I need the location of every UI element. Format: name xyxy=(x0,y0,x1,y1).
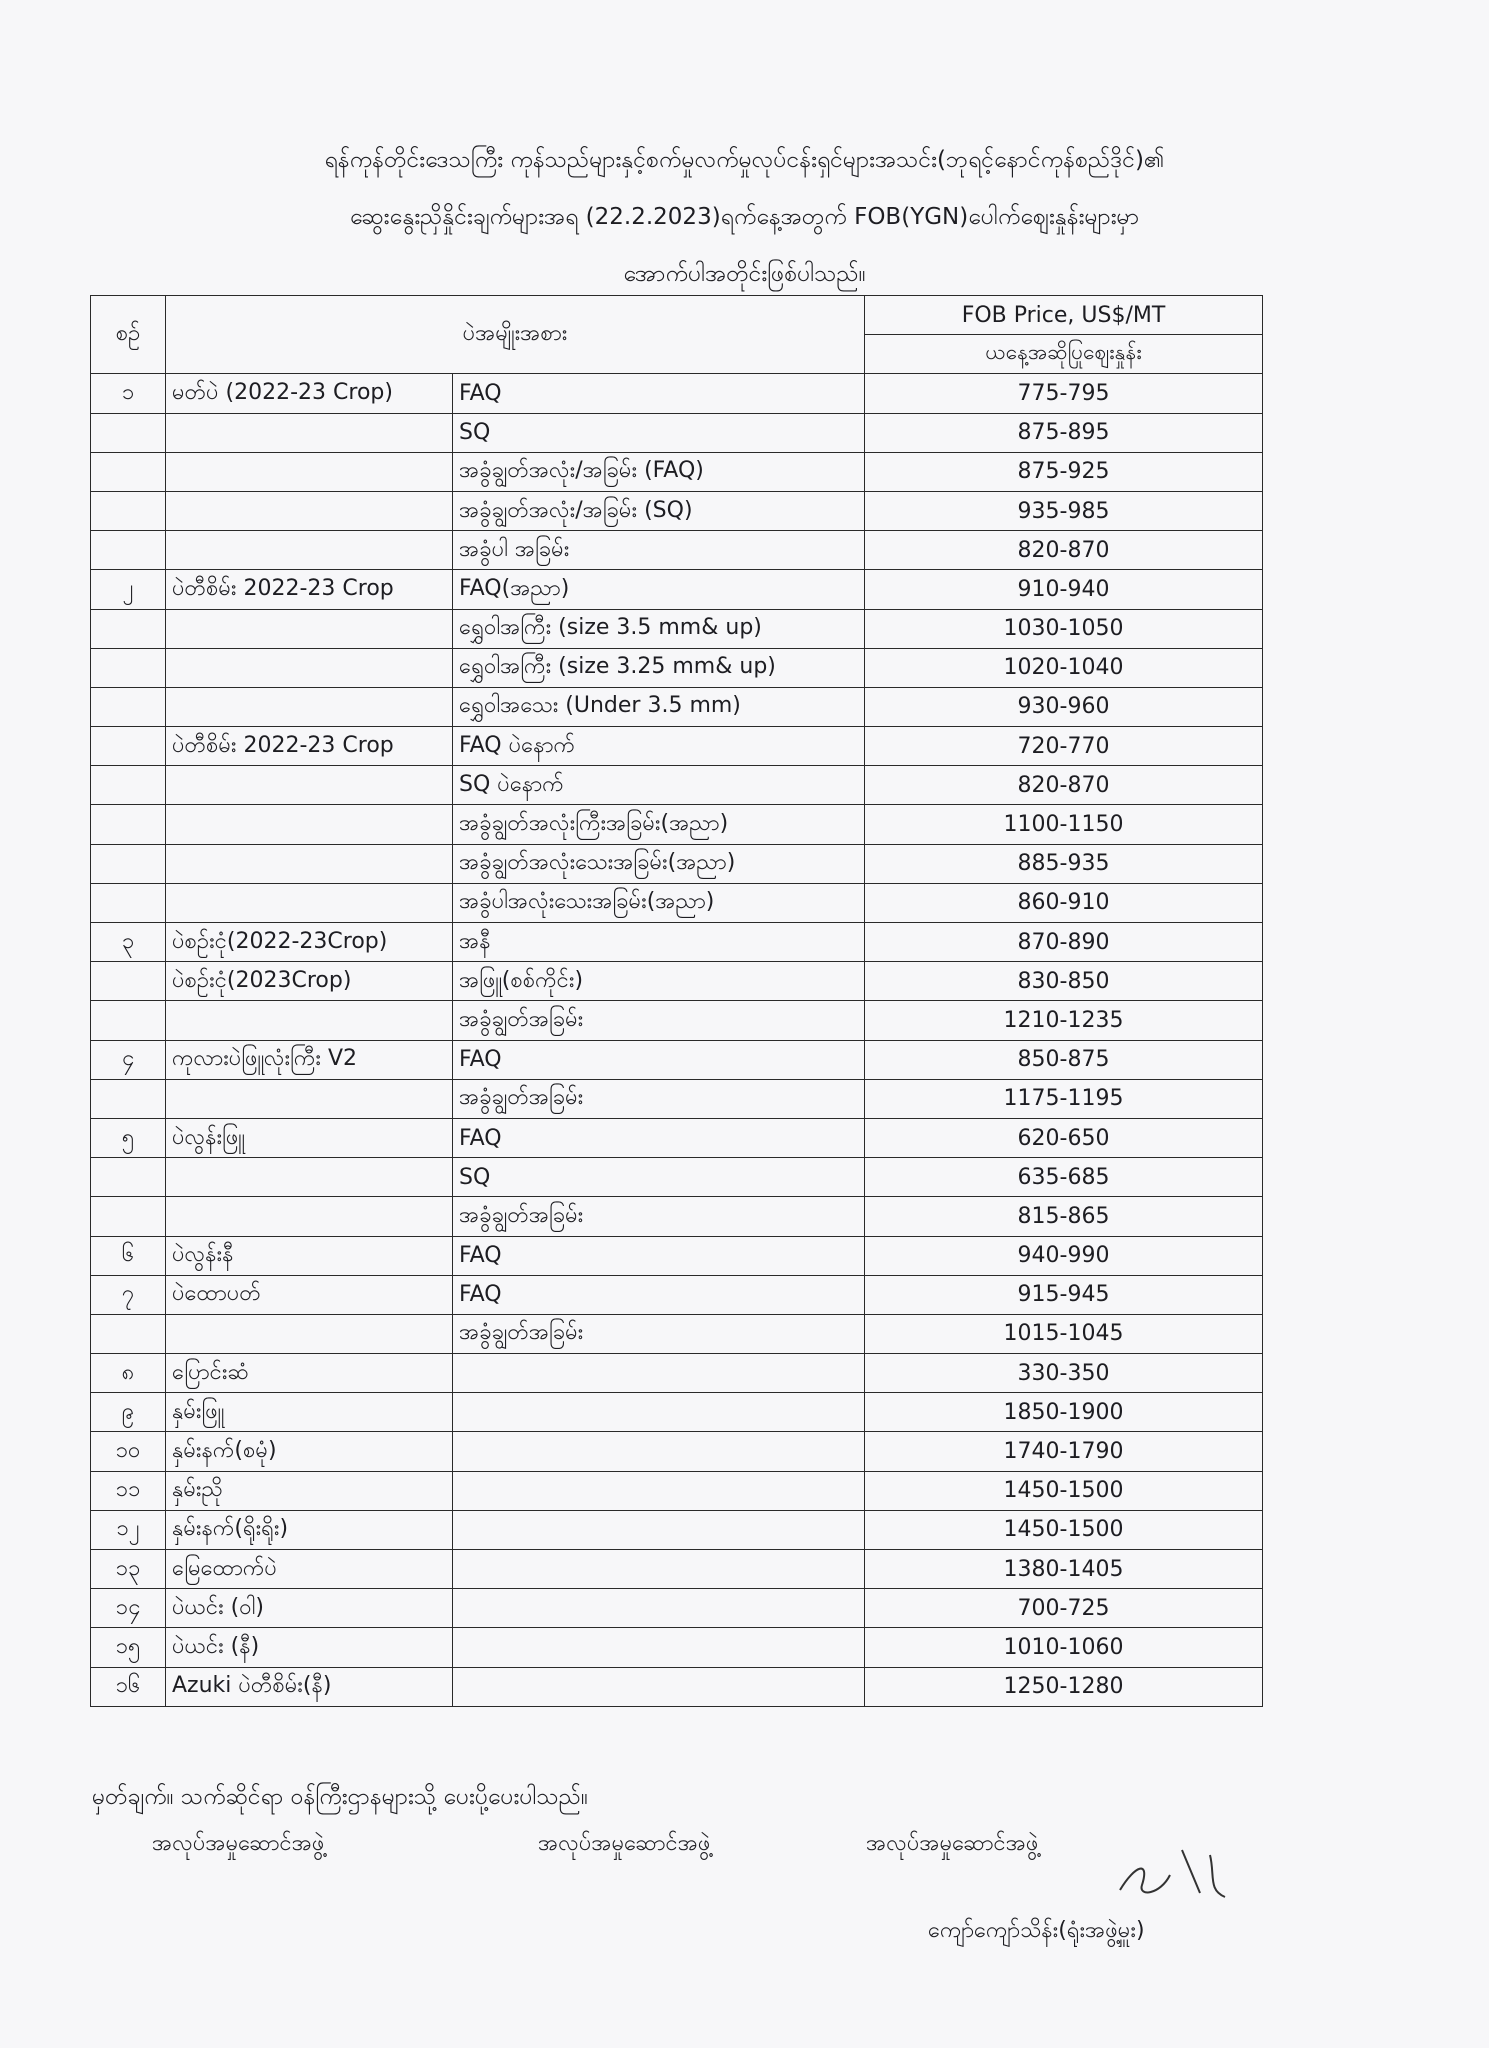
price-range: 635-685 xyxy=(865,1158,1263,1197)
table-row xyxy=(91,1393,1263,1432)
commodity-name: နှမ်းနက်(စမုံ) xyxy=(166,1432,453,1471)
table-header-row xyxy=(91,296,1263,335)
grade-name: FAQ xyxy=(453,374,865,413)
handwritten-signature xyxy=(1090,1835,1250,1915)
price-range: 1740-1790 xyxy=(865,1432,1263,1471)
table-row xyxy=(91,883,1263,922)
commodity-name xyxy=(166,531,453,570)
table-row xyxy=(91,844,1263,883)
row-number xyxy=(91,687,166,726)
table-row xyxy=(91,531,1263,570)
commodity-name: Azuki ပဲတီစိမ်း(နီ) xyxy=(166,1667,453,1706)
table-row xyxy=(91,374,1263,413)
column-header-item: ပဲအမျိုးအစား xyxy=(166,296,865,374)
footer-note: မှတ်ချက်။ သက်ဆိုင်ရာ ဝန်ကြီးဌာနများသို့ ပေးပို့ပေးပါသည်။ xyxy=(92,1784,588,1810)
row-number xyxy=(91,1001,166,1040)
table-row xyxy=(91,570,1263,609)
price-range: 1175-1195 xyxy=(865,1079,1263,1118)
table-row xyxy=(91,1001,1263,1040)
grade-name: အနီ xyxy=(453,923,865,962)
grade-name: FAQ ပဲနောက် xyxy=(453,727,865,766)
price-range: 885-935 xyxy=(865,844,1263,883)
row-number xyxy=(91,452,166,491)
price-range: 620-650 xyxy=(865,1118,1263,1157)
row-number xyxy=(91,844,166,883)
grade-name xyxy=(453,1550,865,1589)
commodity-name xyxy=(166,648,453,687)
row-number xyxy=(91,413,166,452)
row-number xyxy=(91,766,166,805)
row-number xyxy=(91,962,166,1001)
price-range: 875-895 xyxy=(865,413,1263,452)
grade-name xyxy=(453,1510,865,1549)
commodity-name: ပဲတီစိမ်း 2022-23 Crop xyxy=(166,570,453,609)
table-row xyxy=(91,648,1263,687)
row-number xyxy=(91,1158,166,1197)
committee-label-2: အလုပ်အမှုဆောင်အဖွဲ့ xyxy=(538,1831,711,1856)
row-number: ၁၄ xyxy=(91,1589,166,1628)
column-header-price: FOB Price, US$/MT xyxy=(865,296,1263,335)
price-range: 910-940 xyxy=(865,570,1263,609)
commodity-name: ပဲယင်း (နီ) xyxy=(166,1628,453,1667)
header-line-1: ရန်ကုန်တိုင်းဒေသကြီး ကုန်သည်များနှင့်စက်မှုလက်မှုလုပ်ငန်းရှင်များအသင်း(ဘုရင့်နောင်ကုန်စည်ဒိုင်)၏ xyxy=(324,147,1165,173)
row-number xyxy=(91,1079,166,1118)
commodity-name: ပဲတီစိမ်း 2022-23 Crop xyxy=(166,727,453,766)
row-number: ၄ xyxy=(91,1040,166,1079)
row-number: ၁၃ xyxy=(91,1550,166,1589)
row-number: ၃ xyxy=(91,923,166,962)
document-header xyxy=(0,132,1489,303)
grade-name xyxy=(453,1393,865,1432)
price-range: 940-990 xyxy=(865,1236,1263,1275)
price-range: 815-865 xyxy=(865,1197,1263,1236)
commodity-name xyxy=(166,1079,453,1118)
row-number: ၆ xyxy=(91,1236,166,1275)
grade-name xyxy=(453,1628,865,1667)
grade-name: အခွံချွတ်အခြမ်း xyxy=(453,1079,865,1118)
price-range: 1250-1280 xyxy=(865,1667,1263,1706)
row-number: ၈ xyxy=(91,1354,166,1393)
row-number xyxy=(91,883,166,922)
row-number: ၁၆ xyxy=(91,1667,166,1706)
table-row xyxy=(91,923,1263,962)
commodity-name xyxy=(166,1197,453,1236)
commodity-name: ပြောင်းဆံ xyxy=(166,1354,453,1393)
row-number xyxy=(91,727,166,766)
grade-name: အခွံပါအလုံးသေးအခြမ်း(အညာ) xyxy=(453,883,865,922)
grade-name xyxy=(453,1354,865,1393)
table-row xyxy=(91,1314,1263,1353)
grade-name xyxy=(453,1471,865,1510)
commodity-name xyxy=(166,883,453,922)
column-header-no: စဉ် xyxy=(91,296,166,374)
table-row xyxy=(91,1197,1263,1236)
commodity-name: နှမ်းနက်(ရိုးရိုး) xyxy=(166,1510,453,1549)
table-row xyxy=(91,1158,1263,1197)
row-number: ၉ xyxy=(91,1393,166,1432)
grade-name: အခွံချွတ်အခြမ်း xyxy=(453,1197,865,1236)
table-row xyxy=(91,452,1263,491)
price-range: 915-945 xyxy=(865,1275,1263,1314)
grade-name: SQ xyxy=(453,1158,865,1197)
grade-name: FAQ xyxy=(453,1040,865,1079)
grade-name xyxy=(453,1667,865,1706)
grade-name: အခွံချွတ်အလုံးသေးအခြမ်း(အညာ) xyxy=(453,844,865,883)
commodity-name xyxy=(166,766,453,805)
grade-name: ရွှေဝါအကြီး (size 3.25 mm& up) xyxy=(453,648,865,687)
price-range: 1450-1500 xyxy=(865,1471,1263,1510)
commodity-name: ပဲလွန်းနီ xyxy=(166,1236,453,1275)
table-row xyxy=(91,609,1263,648)
signer-name: ကျော်ကျော်သိန်း(ရုံးအဖွဲ့မှူး) xyxy=(928,1918,1145,1943)
price-range: 935-985 xyxy=(865,491,1263,530)
row-number xyxy=(91,491,166,530)
grade-name: အခွံပါ အခြမ်း xyxy=(453,531,865,570)
grade-name: SQ xyxy=(453,413,865,452)
commodity-name xyxy=(166,805,453,844)
grade-name: အဖြူ(စစ်ကိုင်း) xyxy=(453,962,865,1001)
commodity-name: ပဲစဉ်းငုံ(2023Crop) xyxy=(166,962,453,1001)
table-row xyxy=(91,962,1263,1001)
table-row xyxy=(91,413,1263,452)
committee-label-3: အလုပ်အမှုဆောင်အဖွဲ့ xyxy=(866,1831,1039,1856)
grade-name: ရွှေဝါအသေး (Under 3.5 mm) xyxy=(453,687,865,726)
row-number: ၁ xyxy=(91,374,166,413)
table-body xyxy=(91,374,1263,1706)
table-row xyxy=(91,805,1263,844)
price-range: 820-870 xyxy=(865,531,1263,570)
commodity-name: မြေထောက်ပဲ xyxy=(166,1550,453,1589)
row-number: ၁၁ xyxy=(91,1471,166,1510)
commodity-name xyxy=(166,844,453,883)
commodity-name: ပဲလွန်းဖြူ xyxy=(166,1118,453,1157)
grade-name: FAQ xyxy=(453,1275,865,1314)
table-row xyxy=(91,1550,1263,1589)
grade-name: အခွံချွတ်အလုံးကြီးအခြမ်း(အညာ) xyxy=(453,805,865,844)
price-range: 870-890 xyxy=(865,923,1263,962)
price-range: 1010-1060 xyxy=(865,1628,1263,1667)
price-range: 850-875 xyxy=(865,1040,1263,1079)
row-number xyxy=(91,648,166,687)
commodity-name: ပဲထောပတ် xyxy=(166,1275,453,1314)
commodity-name xyxy=(166,609,453,648)
commodity-name xyxy=(166,1314,453,1353)
column-header-price-sub: ယနေ့အဆိုပြုဈေးနှုန်း xyxy=(865,335,1263,374)
table-row xyxy=(91,1236,1263,1275)
grade-name: FAQ xyxy=(453,1236,865,1275)
price-range: 1030-1050 xyxy=(865,609,1263,648)
price-range: 875-925 xyxy=(865,452,1263,491)
grade-name xyxy=(453,1589,865,1628)
price-range: 1450-1500 xyxy=(865,1510,1263,1549)
price-range: 775-795 xyxy=(865,374,1263,413)
commodity-name: နှမ်းဖြူ xyxy=(166,1393,453,1432)
row-number xyxy=(91,531,166,570)
price-range: 830-850 xyxy=(865,962,1263,1001)
price-range: 330-350 xyxy=(865,1354,1263,1393)
row-number: ၅ xyxy=(91,1118,166,1157)
table-row xyxy=(91,1628,1263,1667)
price-range: 1850-1900 xyxy=(865,1393,1263,1432)
table-row xyxy=(91,1589,1263,1628)
row-number: ၁၀ xyxy=(91,1432,166,1471)
table-row xyxy=(91,766,1263,805)
committee-label-1: အလုပ်အမှုဆောင်အဖွဲ့ xyxy=(152,1831,325,1856)
table-row xyxy=(91,1118,1263,1157)
row-number: ၇ xyxy=(91,1275,166,1314)
price-range: 1020-1040 xyxy=(865,648,1263,687)
commodity-name: ပဲယင်း (ဝါ) xyxy=(166,1589,453,1628)
grade-name: SQ ပဲနောက် xyxy=(453,766,865,805)
row-number xyxy=(91,805,166,844)
row-number: ၁၂ xyxy=(91,1510,166,1549)
row-number xyxy=(91,1197,166,1236)
table-row xyxy=(91,1079,1263,1118)
price-range: 720-770 xyxy=(865,727,1263,766)
grade-name: အခွံချွတ်အခြမ်း xyxy=(453,1314,865,1353)
price-range: 1380-1405 xyxy=(865,1550,1263,1589)
table-row xyxy=(91,1667,1263,1706)
commodity-name: ကုလားပဲဖြူလုံးကြီး V2 xyxy=(166,1040,453,1079)
header-line-3: အောက်ပါအတိုင်းဖြစ်ပါသည်။ xyxy=(623,261,866,287)
grade-name: အခွံချွတ်အခြမ်း xyxy=(453,1001,865,1040)
price-range: 700-725 xyxy=(865,1589,1263,1628)
price-table xyxy=(90,295,1263,1707)
price-range: 1015-1045 xyxy=(865,1314,1263,1353)
commodity-name xyxy=(166,413,453,452)
price-range: 1210-1235 xyxy=(865,1001,1263,1040)
price-range: 1100-1150 xyxy=(865,805,1263,844)
row-number: ၂ xyxy=(91,570,166,609)
commodity-name xyxy=(166,452,453,491)
price-range: 860-910 xyxy=(865,883,1263,922)
table-row xyxy=(91,1040,1263,1079)
commodity-name: မတ်ပဲ (2022-23 Crop) xyxy=(166,374,453,413)
commodity-name xyxy=(166,687,453,726)
grade-name: အခွံချွတ်အလုံး/အခြမ်း (SQ) xyxy=(453,491,865,530)
price-range: 930-960 xyxy=(865,687,1263,726)
row-number: ၁၅ xyxy=(91,1628,166,1667)
table-row xyxy=(91,1471,1263,1510)
row-number xyxy=(91,1314,166,1353)
commodity-name: ပဲစဉ်းငုံ(2022-23Crop) xyxy=(166,923,453,962)
header-line-2: ဆွေးနွေးညှိနှိုင်းချက်များအရ (22.2.2023)ရက်နေ့အတွက် FOB(YGN)ပေါက်ဈေးနှုန်းများမှာ xyxy=(349,204,1140,230)
grade-name: အခွံချွတ်အလုံး/အခြမ်း (FAQ) xyxy=(453,452,865,491)
table-row xyxy=(91,1432,1263,1471)
grade-name: ရွှေဝါအကြီး (size 3.5 mm& up) xyxy=(453,609,865,648)
table-row xyxy=(91,1354,1263,1393)
grade-name: FAQ(အညာ) xyxy=(453,570,865,609)
table-row xyxy=(91,1275,1263,1314)
table-row xyxy=(91,1510,1263,1549)
commodity-name xyxy=(166,1001,453,1040)
row-number xyxy=(91,609,166,648)
grade-name: FAQ xyxy=(453,1118,865,1157)
price-range: 820-870 xyxy=(865,766,1263,805)
grade-name xyxy=(453,1432,865,1471)
commodity-name xyxy=(166,491,453,530)
table-row xyxy=(91,687,1263,726)
table-row xyxy=(91,727,1263,766)
table-row xyxy=(91,491,1263,530)
commodity-name: နှမ်းညို xyxy=(166,1471,453,1510)
commodity-name xyxy=(166,1158,453,1197)
